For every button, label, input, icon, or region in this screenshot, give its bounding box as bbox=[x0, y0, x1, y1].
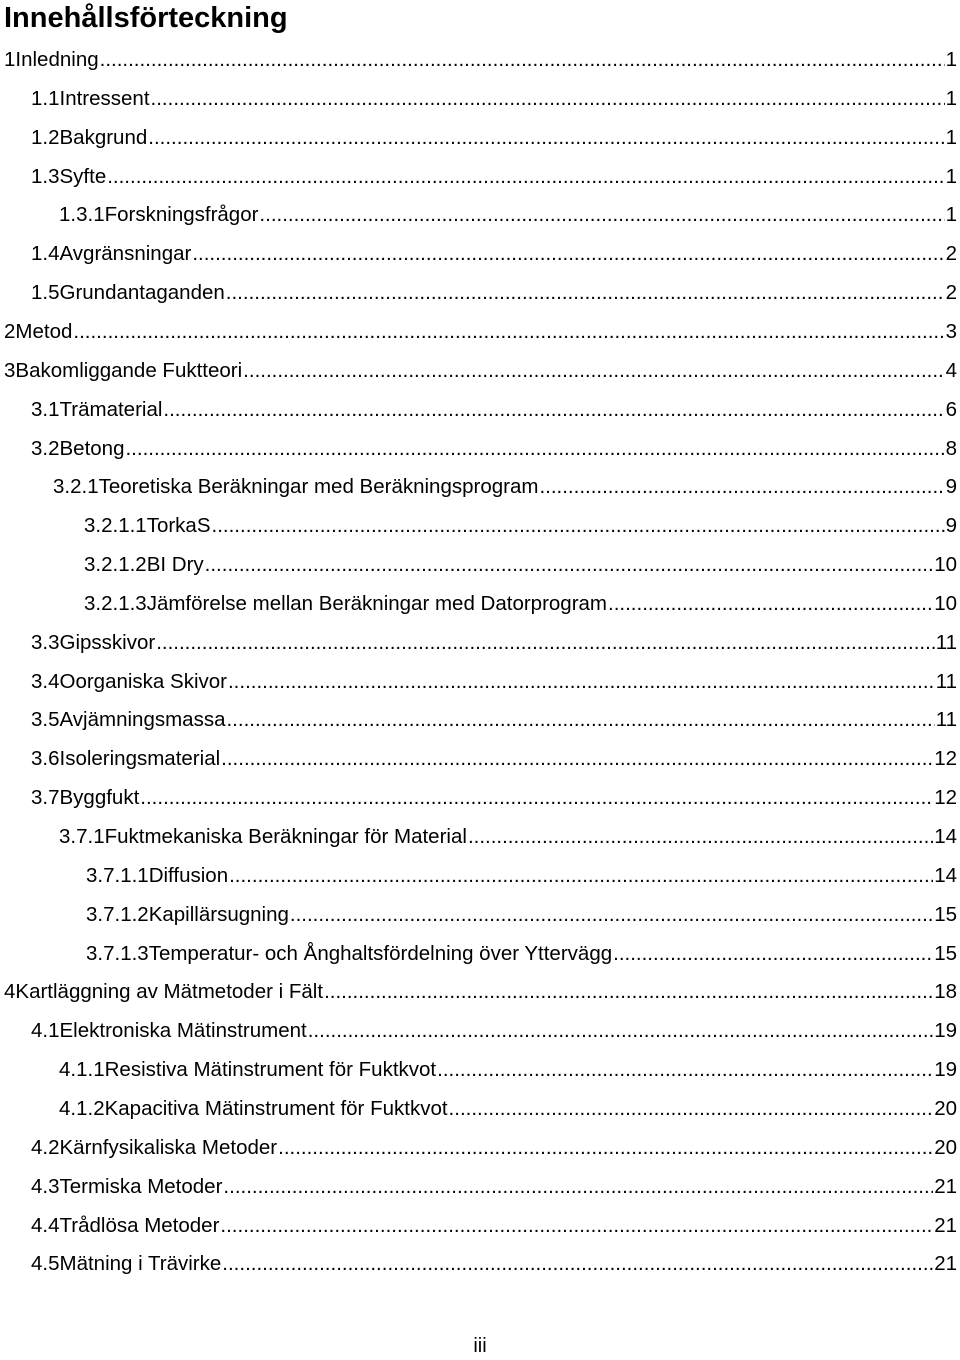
toc-dot-leader bbox=[228, 663, 935, 701]
toc-dot-leader bbox=[539, 468, 944, 506]
toc-entry-row bbox=[31, 1207, 960, 1245]
toc-entry-page: 18 bbox=[934, 980, 957, 1004]
toc-entry-row bbox=[59, 818, 960, 856]
toc-entry-label: Bakgrund bbox=[59, 125, 148, 149]
toc-dot-leader bbox=[205, 546, 934, 584]
toc-entry-row bbox=[31, 1168, 960, 1206]
toc-entry-number: 4.1 bbox=[31, 1019, 60, 1043]
toc-entry-row bbox=[4, 41, 960, 79]
toc-entry-label: Mätning i Trävirke bbox=[59, 1252, 222, 1276]
toc-dot-leader bbox=[100, 41, 945, 79]
toc-dot-leader bbox=[140, 779, 933, 817]
toc-entry[interactable] bbox=[31, 1168, 960, 1206]
toc-dot-leader bbox=[148, 119, 944, 157]
toc-entry[interactable] bbox=[31, 119, 960, 157]
toc-entry-number: 3.2.1.2 bbox=[84, 553, 147, 577]
toc-entry-label: Bakomliggande Fuktteori bbox=[15, 358, 243, 382]
toc-dot-leader bbox=[226, 274, 945, 312]
toc-entry-label: Kapacitiva Mätinstrument för Fuktkvot bbox=[104, 1096, 448, 1120]
toc-entry-label: Gipsskivor bbox=[59, 630, 156, 654]
toc-entry-row bbox=[4, 313, 960, 351]
toc-entry[interactable] bbox=[31, 1245, 960, 1283]
toc-dot-leader bbox=[151, 80, 945, 118]
toc-entry-label: Trämaterial bbox=[59, 397, 163, 421]
toc-entry-number: 2 bbox=[4, 319, 16, 343]
toc-entry-label: Syfte bbox=[59, 164, 107, 188]
toc-entry-page: 9 bbox=[945, 514, 957, 538]
toc-entry[interactable] bbox=[31, 624, 960, 662]
toc-entry[interactable] bbox=[4, 313, 960, 351]
toc-entry-row bbox=[86, 896, 960, 934]
toc-entry-number: 1 bbox=[4, 48, 16, 71]
toc-entry-number: 3.7.1 bbox=[59, 825, 105, 848]
toc-entry-number: 3.7 bbox=[31, 786, 60, 810]
toc-entry-page: 21 bbox=[934, 1174, 957, 1198]
toc-dot-leader bbox=[259, 196, 944, 234]
toc-entry[interactable] bbox=[53, 468, 960, 506]
toc-entry-row bbox=[31, 80, 960, 118]
toc-entry[interactable] bbox=[31, 80, 960, 118]
toc-entry-page: 15 bbox=[934, 902, 957, 926]
toc-entry-row bbox=[4, 973, 960, 1011]
toc-entry-page: 1 bbox=[945, 48, 957, 71]
toc-entry-number: 4 bbox=[4, 980, 16, 1004]
toc-entry-row bbox=[31, 701, 960, 739]
toc-entry-label: Jämförelse mellan Beräkningar med Datorprogram bbox=[146, 591, 608, 615]
toc-entry-label: Inledning bbox=[15, 48, 99, 71]
toc-dot-leader bbox=[437, 1051, 933, 1089]
toc-entry-number: 3.7.1.1 bbox=[86, 863, 149, 887]
toc-entry[interactable] bbox=[31, 740, 960, 778]
toc-entry-row bbox=[31, 1129, 960, 1167]
toc-entry-number: 1.3 bbox=[31, 164, 60, 188]
toc-dot-leader bbox=[222, 1245, 933, 1283]
toc-dot-leader bbox=[220, 1207, 933, 1245]
toc-entry-page: 3 bbox=[945, 319, 957, 343]
toc-entry[interactable] bbox=[31, 391, 960, 429]
toc-entry-number: 3.4 bbox=[31, 669, 60, 693]
toc-entry-number: 1.4 bbox=[31, 242, 60, 266]
toc-entry[interactable] bbox=[31, 274, 960, 312]
toc-dot-leader bbox=[308, 1012, 933, 1050]
toc-entry-page: 14 bbox=[934, 825, 957, 848]
toc-entry-row bbox=[31, 1012, 960, 1050]
toc-dot-leader bbox=[163, 391, 944, 429]
toc-entry[interactable] bbox=[59, 196, 960, 234]
toc-entry-label: Oorganiska Skivor bbox=[59, 669, 227, 693]
toc-entry-number: 3.3 bbox=[31, 630, 60, 654]
toc-entry[interactable] bbox=[31, 158, 960, 196]
toc-entry-page: 20 bbox=[934, 1135, 957, 1159]
toc-entry-page: 20 bbox=[934, 1096, 957, 1120]
toc-entry[interactable] bbox=[31, 663, 960, 701]
toc-entry[interactable] bbox=[86, 935, 960, 973]
toc-entry-label: Kapillärsugning bbox=[148, 902, 289, 926]
toc-entry-number: 3 bbox=[4, 358, 16, 382]
toc-entry-number: 4.2 bbox=[31, 1135, 60, 1159]
toc-dot-leader bbox=[229, 857, 933, 895]
toc-entry-label: Elektroniska Mätinstrument bbox=[59, 1019, 307, 1043]
toc-entry-number: 4.1.1 bbox=[59, 1058, 105, 1082]
toc-entry-page: 12 bbox=[934, 747, 957, 771]
toc-dot-leader bbox=[226, 701, 934, 739]
toc-entry-row bbox=[31, 119, 960, 157]
toc-entry-label: Byggfukt bbox=[59, 786, 140, 810]
toc-entry-label: Intressent bbox=[59, 86, 150, 110]
toc-entry-row bbox=[84, 546, 960, 584]
toc-entry-page: 1 bbox=[945, 164, 957, 188]
toc-entry-number: 4.3 bbox=[31, 1174, 60, 1198]
toc-entry[interactable] bbox=[31, 1012, 960, 1050]
toc-entry-row bbox=[31, 274, 960, 312]
toc-entry-page: 19 bbox=[934, 1019, 957, 1043]
toc-entry[interactable] bbox=[84, 546, 960, 584]
toc-dot-leader bbox=[290, 896, 933, 934]
toc-entry-number: 3.2.1.1 bbox=[84, 514, 147, 538]
toc-entry-number: 3.2.1.3 bbox=[84, 591, 147, 615]
toc-dot-leader bbox=[468, 818, 933, 856]
toc-dot-leader bbox=[125, 430, 944, 468]
toc-dot-leader bbox=[608, 585, 933, 623]
toc-entry-row bbox=[59, 1090, 960, 1128]
toc-entry-number: 1.3.1 bbox=[59, 203, 105, 227]
toc-entry[interactable] bbox=[84, 585, 960, 623]
toc-entry-label: Kärnfysikaliska Metoder bbox=[59, 1135, 278, 1159]
toc-entry-row bbox=[31, 391, 960, 429]
toc-entry[interactable] bbox=[59, 1051, 960, 1089]
toc-entry-label: Diffusion bbox=[148, 863, 229, 887]
toc-entry-number: 1.5 bbox=[31, 281, 60, 305]
toc-entry-row bbox=[31, 740, 960, 778]
toc-entry-page: 10 bbox=[934, 591, 957, 615]
toc-entry-row bbox=[86, 857, 960, 895]
toc-entry-label: BI Dry bbox=[146, 553, 204, 577]
toc-entry-number: 3.5 bbox=[31, 708, 60, 732]
toc-entry-row bbox=[31, 1245, 960, 1283]
toc-entry-row bbox=[31, 779, 960, 817]
toc-entry-row bbox=[31, 663, 960, 701]
toc-entry-row bbox=[84, 585, 960, 623]
toc-entry-page: 19 bbox=[934, 1058, 957, 1082]
toc-entry[interactable] bbox=[4, 352, 960, 390]
toc-entry-page: 11 bbox=[935, 630, 957, 654]
toc-dot-leader bbox=[221, 740, 933, 778]
toc-entry-number: 1.1 bbox=[31, 86, 60, 110]
toc-entry-page: 1 bbox=[945, 125, 957, 149]
toc-dot-leader bbox=[324, 973, 933, 1011]
toc-entry-number: 3.2.1 bbox=[53, 475, 99, 499]
toc-entry-row bbox=[31, 430, 960, 468]
toc-entry[interactable] bbox=[31, 1207, 960, 1245]
toc-entry[interactable] bbox=[31, 430, 960, 468]
toc-entry-page: 10 bbox=[934, 553, 957, 577]
toc-entry[interactable] bbox=[84, 507, 960, 545]
toc-entry-row bbox=[31, 235, 960, 273]
toc-entry-row bbox=[59, 1051, 960, 1089]
toc-entry[interactable] bbox=[59, 1090, 960, 1128]
toc-entry-number: 3.7.1.3 bbox=[86, 941, 149, 965]
toc-entry-page: 1 bbox=[945, 203, 957, 227]
toc-entry-label: Termiska Metoder bbox=[59, 1174, 223, 1198]
toc-dot-leader bbox=[73, 313, 944, 351]
toc-dot-leader bbox=[223, 1168, 933, 1206]
toc-entry-label: Teoretiska Beräkningar med Beräkningsprogram bbox=[98, 475, 539, 499]
toc-entry-label: Avjämningsmassa bbox=[59, 708, 226, 732]
toc-entry-row bbox=[86, 935, 960, 973]
toc-entry[interactable] bbox=[31, 779, 960, 817]
toc-entry-number: 4.4 bbox=[31, 1213, 60, 1237]
toc-dot-leader bbox=[212, 507, 945, 545]
toc-entry-page: 11 bbox=[935, 669, 957, 693]
toc-entry-label: Avgränsningar bbox=[59, 242, 192, 266]
toc-entry[interactable] bbox=[59, 818, 960, 856]
toc-entry[interactable] bbox=[86, 896, 960, 934]
toc-entry-page: 15 bbox=[934, 941, 957, 965]
toc-entry-number: 3.1 bbox=[31, 397, 60, 421]
toc-entry-label: Temperatur- och Ånghaltsfördelning över Yttervägg bbox=[148, 941, 613, 965]
toc-entry-label: Trådlösa Metoder bbox=[59, 1213, 220, 1237]
page-title: Innehållsförteckning bbox=[4, 2, 288, 34]
toc-entry-number: 1.2 bbox=[31, 125, 60, 149]
toc-entry-page: 21 bbox=[934, 1213, 957, 1237]
toc-entry-label: Isoleringsmaterial bbox=[59, 747, 221, 771]
toc-entry-row bbox=[4, 352, 960, 390]
toc-entry-label: TorkaS bbox=[146, 514, 211, 538]
toc-entry-label: Grundantaganden bbox=[59, 281, 225, 305]
toc-dot-leader bbox=[449, 1090, 934, 1128]
toc-entry-row bbox=[59, 196, 960, 234]
toc-dot-leader bbox=[613, 935, 933, 973]
toc-entry-page: 1 bbox=[945, 86, 957, 110]
toc-entry-label: Forskningsfrågor bbox=[104, 203, 259, 227]
toc-entry-page: 2 bbox=[945, 242, 957, 266]
toc-entry-page: 4 bbox=[945, 358, 957, 382]
toc-entry-page: 14 bbox=[934, 863, 957, 887]
toc-entry-page: 2 bbox=[945, 281, 957, 305]
toc-entry[interactable] bbox=[4, 41, 960, 79]
toc-entry-label: Metod bbox=[15, 319, 73, 343]
toc-entry-number: 3.7.1.2 bbox=[86, 902, 149, 926]
toc-entry[interactable] bbox=[31, 701, 960, 739]
toc-entry-page: 9 bbox=[945, 475, 957, 499]
page-number: iii bbox=[473, 1335, 487, 1357]
toc-dot-leader bbox=[192, 235, 944, 273]
toc-entry-label: Fuktmekaniska Beräkningar för Material bbox=[104, 825, 467, 848]
toc-entry-page: 12 bbox=[934, 786, 957, 810]
toc-entry-page: 6 bbox=[945, 397, 957, 421]
toc-entry-page: 21 bbox=[934, 1252, 957, 1276]
toc-entry-page: 8 bbox=[945, 436, 957, 460]
toc-entry[interactable] bbox=[4, 973, 960, 1011]
toc-dot-leader bbox=[278, 1129, 933, 1167]
toc-dot-leader bbox=[156, 624, 935, 662]
toc-entry[interactable] bbox=[86, 857, 960, 895]
toc-entry-number: 4.5 bbox=[31, 1252, 60, 1276]
toc-entry-row bbox=[53, 468, 960, 506]
toc-entry-label: Betong bbox=[59, 436, 125, 460]
toc-entry-row bbox=[31, 158, 960, 196]
toc-entry[interactable] bbox=[31, 1129, 960, 1167]
toc-entry-row bbox=[84, 507, 960, 545]
toc-entry-page: 11 bbox=[935, 708, 957, 732]
toc-entry[interactable] bbox=[31, 235, 960, 273]
toc-entry-label: Resistiva Mätinstrument för Fuktkvot bbox=[104, 1058, 437, 1082]
toc-dot-leader bbox=[243, 352, 944, 390]
toc-dot-leader bbox=[107, 158, 944, 196]
toc-entry-number: 3.2 bbox=[31, 436, 60, 460]
toc-entry-number: 4.1.2 bbox=[59, 1096, 105, 1120]
toc-entry-row bbox=[31, 624, 960, 662]
toc-entry-number: 3.6 bbox=[31, 747, 60, 771]
toc-entry-label: Kartläggning av Mätmetoder i Fält bbox=[15, 980, 324, 1004]
